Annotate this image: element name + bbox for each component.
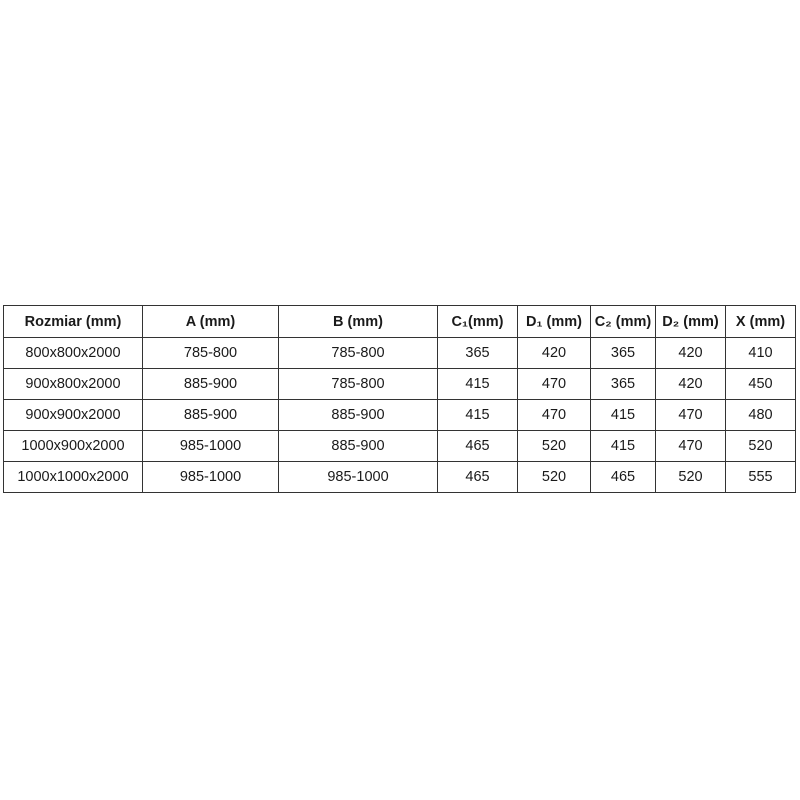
table-row [4,462,796,493]
header-cell-c1: C₁(mm) [438,306,518,338]
table-cell: 470 [518,369,591,400]
table-row [4,369,796,400]
table-cell: 785-800 [143,338,279,369]
table-row [4,338,796,369]
table-cell: 415 [438,400,518,431]
table-cell: 985-1000 [279,462,438,493]
table-cell: 470 [656,431,726,462]
table-cell: 415 [438,369,518,400]
header-cell-c2: C₂ (mm) [591,306,656,338]
header-cell-d2: D₂ (mm) [656,306,726,338]
table-row [4,400,796,431]
table-cell: 415 [591,400,656,431]
table-cell: 465 [438,462,518,493]
table-cell: 520 [656,462,726,493]
table-cell: 1000x900x2000 [4,431,143,462]
table-cell: 885-900 [143,369,279,400]
table-cell: 480 [726,400,796,431]
table-cell: 465 [591,462,656,493]
table-row [4,431,796,462]
header-cell-b: B (mm) [279,306,438,338]
table-cell: 885-900 [279,400,438,431]
table-cell: 785-800 [279,369,438,400]
table-cell: 410 [726,338,796,369]
header-cell-a: A (mm) [143,306,279,338]
table-cell: 465 [438,431,518,462]
table-cell: 365 [438,338,518,369]
table-cell: 885-900 [143,400,279,431]
table-cell: 900x800x2000 [4,369,143,400]
size-table-container [3,305,795,493]
header-cell-d1: D₁ (mm) [518,306,591,338]
table-cell: 985-1000 [143,462,279,493]
header-row [4,306,796,338]
dimensions-table [3,305,796,493]
table-cell: 800x800x2000 [4,338,143,369]
table-cell: 520 [726,431,796,462]
table-cell: 470 [518,400,591,431]
table-cell: 520 [518,462,591,493]
table-cell: 365 [591,338,656,369]
table-cell: 365 [591,369,656,400]
header-cell-x: X (mm) [726,306,796,338]
table-cell: 985-1000 [143,431,279,462]
table-cell: 420 [518,338,591,369]
table-cell: 415 [591,431,656,462]
table-cell: 450 [726,369,796,400]
table-cell: 420 [656,338,726,369]
table-cell: 470 [656,400,726,431]
table-cell: 420 [656,369,726,400]
table-cell: 900x900x2000 [4,400,143,431]
table-cell: 885-900 [279,431,438,462]
table-cell: 520 [518,431,591,462]
table-cell: 1000x1000x2000 [4,462,143,493]
table-cell: 555 [726,462,796,493]
header-cell-rozmiar: Rozmiar (mm) [4,306,143,338]
table-cell: 785-800 [279,338,438,369]
